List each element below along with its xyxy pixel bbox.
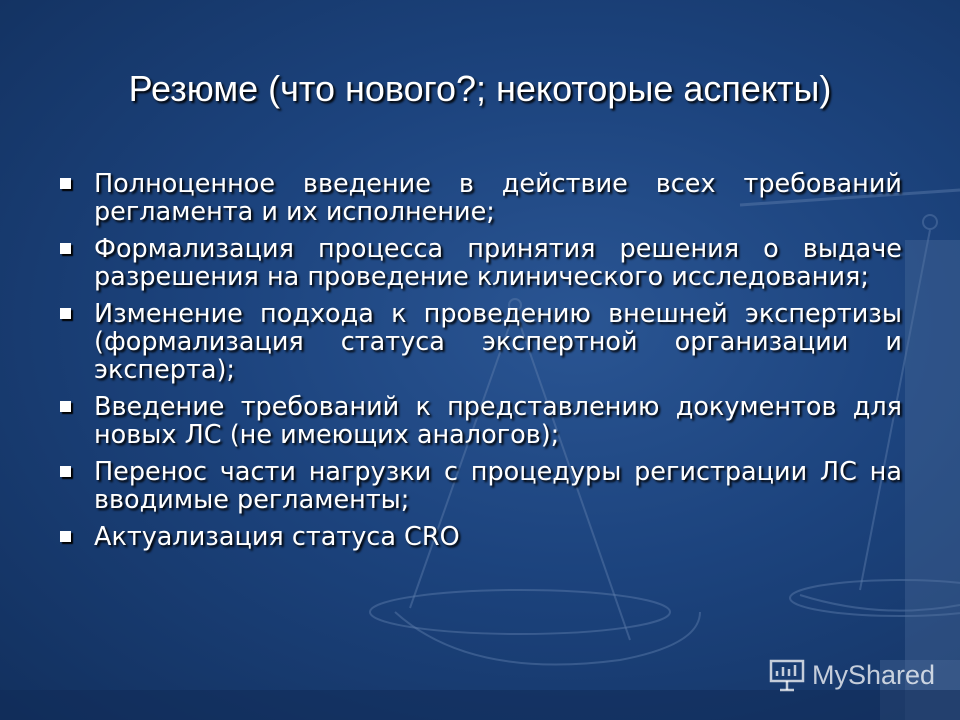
- bullet-item: [60, 235, 902, 291]
- bullet-item: [60, 300, 902, 384]
- bullet-square-icon: [60, 178, 71, 189]
- bullet-square-icon: [60, 308, 71, 319]
- bullet-text: Изменение подхода к проведению внешней экспертизы (формализация статуса экспертной организации и эксперта);: [94, 299, 902, 385]
- bullet-text: Формализация процесса принятия решения о выдаче разрешения на проведение клинического исследования;: [94, 234, 902, 292]
- bullet-list: [60, 170, 902, 560]
- bullet-item: [60, 393, 902, 449]
- bullet-square-icon: [60, 531, 71, 542]
- bullet-square-icon: [60, 401, 71, 412]
- bullet-text: Перенос части нагрузки с процедуры регистрации ЛС на вводимые регламенты;: [94, 457, 902, 515]
- watermark-text: MyShared: [812, 659, 936, 690]
- bullet-text: Полноценное введение в действие всех требований регламента и их исполнение;: [94, 169, 902, 227]
- bullet-item: [60, 523, 902, 551]
- myshared-watermark: [768, 656, 935, 694]
- bullet-square-icon: [60, 466, 71, 477]
- bullet-item: [60, 170, 902, 226]
- bullet-text: Актуализация статуса CRO: [94, 522, 460, 552]
- bullet-text: Введение требований к представлению документов для новых ЛС (не имеющих аналогов);: [94, 392, 902, 450]
- bullet-item: [60, 458, 902, 514]
- slide-title: Резюме (что нового?; некоторые аспекты): [128, 68, 832, 109]
- presentation-board-icon: [768, 657, 806, 693]
- bullet-square-icon: [60, 243, 71, 254]
